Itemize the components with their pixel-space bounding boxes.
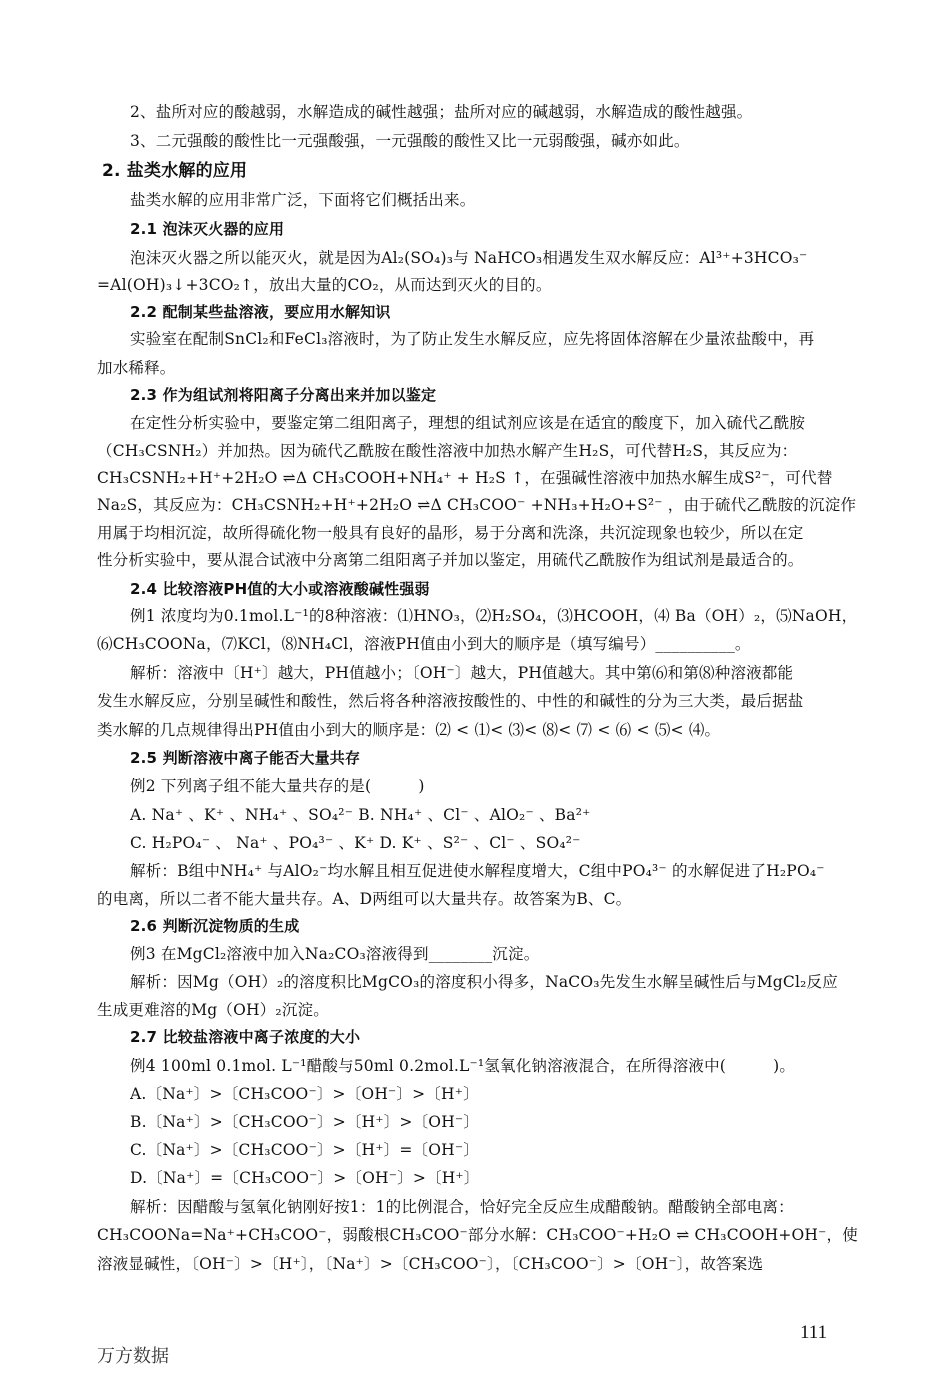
text-line: 性分析实验中，要从混合试液中分离第二组阳离子并加以鉴定，用硫代乙酰胺作为组试剂是最适合的。 [97,551,804,569]
watermark: 万方数据 [97,1346,169,1367]
text-line: 3、二元强酸的酸性比一元强酸强，一元强酸的酸性又比一元弱酸强，碱亦如此。 [130,132,690,150]
text-line: 溶液显碱性，〔OH⁻〕>〔H⁺〕，〔Na⁺〕>〔CH₃COO⁻〕，〔CH₃COO⁻〕>〔OH⁻〕，故答案选 [97,1255,764,1273]
text-line: CH₃CSNH₂+H⁺+2H₂O ⇌Δ CH₃COOH+NH₄⁺ + H₂S ↑，在强碱性溶液中加热水解生成S²⁻，可代替 [97,469,833,487]
subsection-heading: 2.7 比较盐溶液中离子浓度的大小 [130,1028,361,1046]
text-line: 类水解的几点规律得出PH值由小到大的顺序是：⑵ < ⑴< ⑶< ⑻< ⑺ < ⑹ < ⑸< ⑷。 [97,721,721,739]
text-line: 例4 100ml 0.1mol. L⁻¹醋酸与50ml 0.2mol.L⁻¹氢氧化钠溶液混合，在所得溶液中( )。 [130,1057,796,1075]
text-line: 例3 在MgCl₂溶液中加入Na₂CO₃溶液得到________沉淀。 [130,945,540,963]
text-line: 发生水解反应，分别呈碱性和酸性，然后将各种溶液按酸性的、中性的和碱性的分为三大类，最后据盐 [97,692,804,710]
text-line: 例1 浓度均为0.1mol.L⁻¹的8种溶液：⑴HNO₃，⑵H₂SO₄，⑶HCOOH，⑷ Ba（OH）₂，⑸NaOH， [130,607,858,625]
option-line: C.〔Na⁺〕>〔CH₃COO⁻〕>〔H⁺〕=〔OH⁻〕 [130,1141,479,1159]
section-heading: 2. 盐类水解的应用 [102,161,248,181]
text-line: 盐类水解的应用非常广泛，下面将它们概括出来。 [130,191,476,209]
subsection-heading: 2.6 判断沉淀物质的生成 [130,917,300,935]
option-line: D.〔Na⁺〕=〔CH₃COO⁻〕>〔OH⁻〕>〔H⁺〕 [130,1169,480,1187]
text-line: 泡沫灭火器之所以能灭火，就是因为Al₂(SO₄)₃与 NaHCO₃相遇发生双水解反应：Al³⁺+3HCO₃⁻ [130,249,808,267]
text-line: 解析：B组中NH₄⁺ 与AlO₂⁻均水解且相互促进使水解程度增大，C组中PO₄³⁻ 的水解促进了H₂PO₄⁻ [130,862,825,880]
text-line: CH₃COONa=Na⁺+CH₃COO⁻，弱酸根CH₃COO⁻部分水解：CH₃COO⁻+H₂O ⇌ CH₃COOH+OH⁻，使 [97,1226,858,1244]
text-line: 解析：溶液中〔H⁺〕越大，PH值越小；〔OH⁻〕越大，PH值越大。其中第⑹和第⑻种溶液都能 [130,664,794,682]
text-line: 解析：因Mg（OH）₂的溶度积比MgCO₃的溶度积小得多，NaCO₃先发生水解呈碱性后与MgCl₂反应 [130,973,838,991]
option-line: C. H₂PO₄⁻ 、 Na⁺ 、PO₄³⁻ 、K⁺ D. K⁺ 、S²⁻ 、Cl⁻ 、SO₄²⁻ [130,834,581,852]
text-line: ⑹CH₃COONa，⑺KCl，⑻NH₄Cl，溶液PH值由小到大的顺序是（填写编号）__________。 [97,635,751,653]
option-line: B.〔Na⁺〕>〔CH₃COO⁻〕>〔H⁺〕>〔OH⁻〕 [130,1113,480,1131]
text-line: 生成更难溶的Mg（OH）₂沉淀。 [97,1001,329,1019]
option-line: A.〔Na⁺〕>〔CH₃COO⁻〕>〔OH⁻〕>〔H⁺〕 [130,1085,479,1103]
subsection-heading: 2.1 泡沫灭火器的应用 [130,220,285,238]
text-line: 用属于均相沉淀，故所得硫化物一般具有良好的晶形，易于分离和洗涤，共沉淀现象也较少，所以在定 [97,524,804,542]
text-line: （CH₃CSNH₂）并加热。因为硫代乙酰胺在酸性溶液中加热水解产生H₂S，可代替H₂S，其反应为： [97,442,798,460]
text-line: 例2 下列离子组不能大量共存的是( ) [130,777,425,795]
text-line: 解析：因醋酸与氢氧化钠刚好按1：1的比例混合，恰好完全反应生成醋酸钠。醋酸钠全部电离： [130,1198,794,1216]
text-line: =Al(OH)₃↓+3CO₂↑，放出大量的CO₂，从而达到灭火的目的。 [97,276,552,294]
subsection-heading: 2.3 作为组试剂将阳离子分离出来并加以鉴定 [130,386,437,404]
text-line: 在定性分析实验中，要鉴定第二组阳离子，理想的组试剂应该是在适宜的酸度下，加入硫代乙酰胺 [130,414,806,432]
text-line: 2、盐所对应的酸越弱，水解造成的碱性越强；盐所对应的碱越弱，水解造成的酸性越强。 [130,103,753,121]
text-line: 实验室在配制SnCl₂和FeCl₃溶液时，为了防止发生水解反应，应先将固体溶解在少量浓盐酸中，再 [130,330,815,348]
subsection-heading: 2.5 判断溶液中离子能否大量共存 [130,749,361,767]
text-line: 加水稀释。 [97,359,176,377]
subsection-heading: 2.2 配制某些盐溶液，要应用水解知识 [130,303,391,321]
text-line: Na₂S，其反应为：CH₃CSNH₂+H⁺+2H₂O ⇌Δ CH₃COO⁻ +NH₃+H₂O+S²⁻ ，由于硫代乙酰胺的沉淀作 [97,496,857,514]
option-line: A. Na⁺ 、K⁺ 、NH₄⁺ 、SO₄²⁻ B. NH₄⁺ 、Cl⁻ 、AlO₂⁻ 、Ba²⁺ [130,806,591,824]
subsection-heading: 2.4 比较溶液PH值的大小或溶液酸碱性强弱 [130,580,430,598]
page-number: 111 [800,1322,828,1343]
text-line: 的电离，所以二者不能大量共存。A、D两组可以大量共存。故答案为B、C。 [97,890,632,908]
